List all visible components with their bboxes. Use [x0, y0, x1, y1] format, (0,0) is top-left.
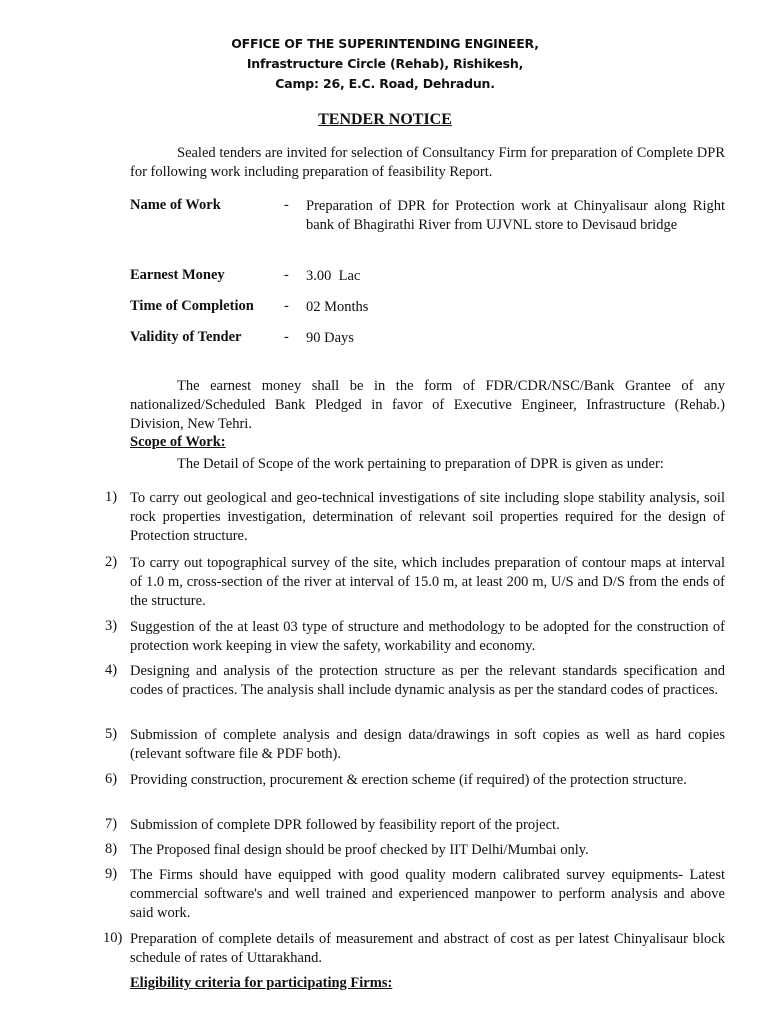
list-item-number: 10) — [103, 930, 123, 946]
list-item-number: 2) — [105, 554, 118, 570]
list-item: Providing construction, procurement & erection scheme (if required) of the protection structure. — [130, 772, 687, 788]
office-header-line-2: Infrastructure Circle (Rehab), Rishikesh, — [246, 56, 524, 71]
scope-intro: The Detail of Scope of the work pertaining to preparation of DPR is given as under: — [177, 456, 664, 472]
detail-value-name-of-work: Preparation of DPR for Protection work at Chinyalisaur along Right bank of Bhagirathi River from UJVNL store to Devisaud bridge — [306, 198, 725, 233]
detail-label-name-of-work: Name of Work — [130, 197, 221, 213]
list-item-number: 4) — [105, 662, 118, 678]
list-item: Designing and analysis of the protection structure as per the relevant standards specification and codes of practices. The analysis shall include dynamic analysis as per the standard codes of practices. — [130, 663, 725, 698]
eligibility-heading: Eligibility criteria for participating Firms: — [130, 975, 393, 991]
detail-dash: - — [284, 298, 289, 314]
list-item: The Proposed final design should be proof checked by IIT Delhi/Mumbai only. — [130, 842, 589, 858]
detail-label-time-of-completion: Time of Completion — [130, 298, 254, 314]
page-title: TENDER NOTICE — [318, 111, 452, 128]
list-item-number: 9) — [105, 866, 118, 882]
detail-value-earnest-money: 3.00 Lac — [306, 268, 361, 284]
detail-label-earnest-money: Earnest Money — [130, 267, 225, 283]
detail-dash: - — [284, 267, 289, 283]
earnest-money-paragraph: The earnest money shall be in the form of FDR/CDR/NSC/Bank Grantee of any nationalized/Scheduled Bank Pledged in favor of Executive Engineer, Infrastructure (Rehab.) Division, New Tehri. — [130, 378, 725, 432]
list-item-number: 8) — [105, 841, 118, 857]
detail-label-validity-of-tender: Validity of Tender — [130, 329, 242, 345]
scope-heading: Scope of Work: — [130, 434, 226, 450]
list-item: To carry out topographical survey of the site, which includes preparation of contour maps at interval of 1.0 m, cross-section of the river at interval of 15.0 m, at least 200 m, U/S and D/S from the ends of the structure. — [130, 555, 725, 609]
detail-dash: - — [284, 197, 289, 213]
list-item-number: 1) — [105, 489, 118, 505]
list-item-number: 3) — [105, 618, 118, 634]
detail-value-time-of-completion: 02 Months — [306, 299, 369, 315]
detail-dash: - — [284, 329, 289, 345]
intro-paragraph: Sealed tenders are invited for selection of Consultancy Firm for preparation of Complete DPR for following work including preparation of feasibility Report. — [130, 145, 725, 180]
detail-value-validity-of-tender: 90 Days — [306, 330, 354, 346]
list-item: Suggestion of the at least 03 type of structure and methodology to be adopted for the construction of protection work keeping in view the safety, workability and economy. — [130, 619, 725, 654]
list-item: Submission of complete DPR followed by feasibility report of the project. — [130, 817, 560, 833]
list-item: Preparation of complete details of measurement and abstract of cost as per latest Chinyalisaur block schedule of rates of Uttarakhand. — [130, 931, 725, 966]
list-item: The Firms should have equipped with good quality modern calibrated survey equipments- Latest commercial software's and well trained and experienced manpower to perform analysis and above said work. — [130, 867, 725, 921]
office-header-line-1: OFFICE OF THE SUPERINTENDING ENGINEER, — [231, 36, 539, 51]
list-item-number: 6) — [105, 771, 118, 787]
list-item: Submission of complete analysis and design data/drawings in soft copies as well as hard copies (relevant software file & PDF both). — [130, 727, 725, 762]
office-header-line-3: Camp: 26, E.C. Road, Dehradun. — [275, 76, 495, 91]
list-item-number: 5) — [105, 726, 118, 742]
list-item-number: 7) — [105, 816, 118, 832]
list-item: To carry out geological and geo-technical investigations of site including slope stability analysis, soil rock properties investigation, determination of relevant soil properties required for the design of Protection structure. — [130, 490, 725, 544]
